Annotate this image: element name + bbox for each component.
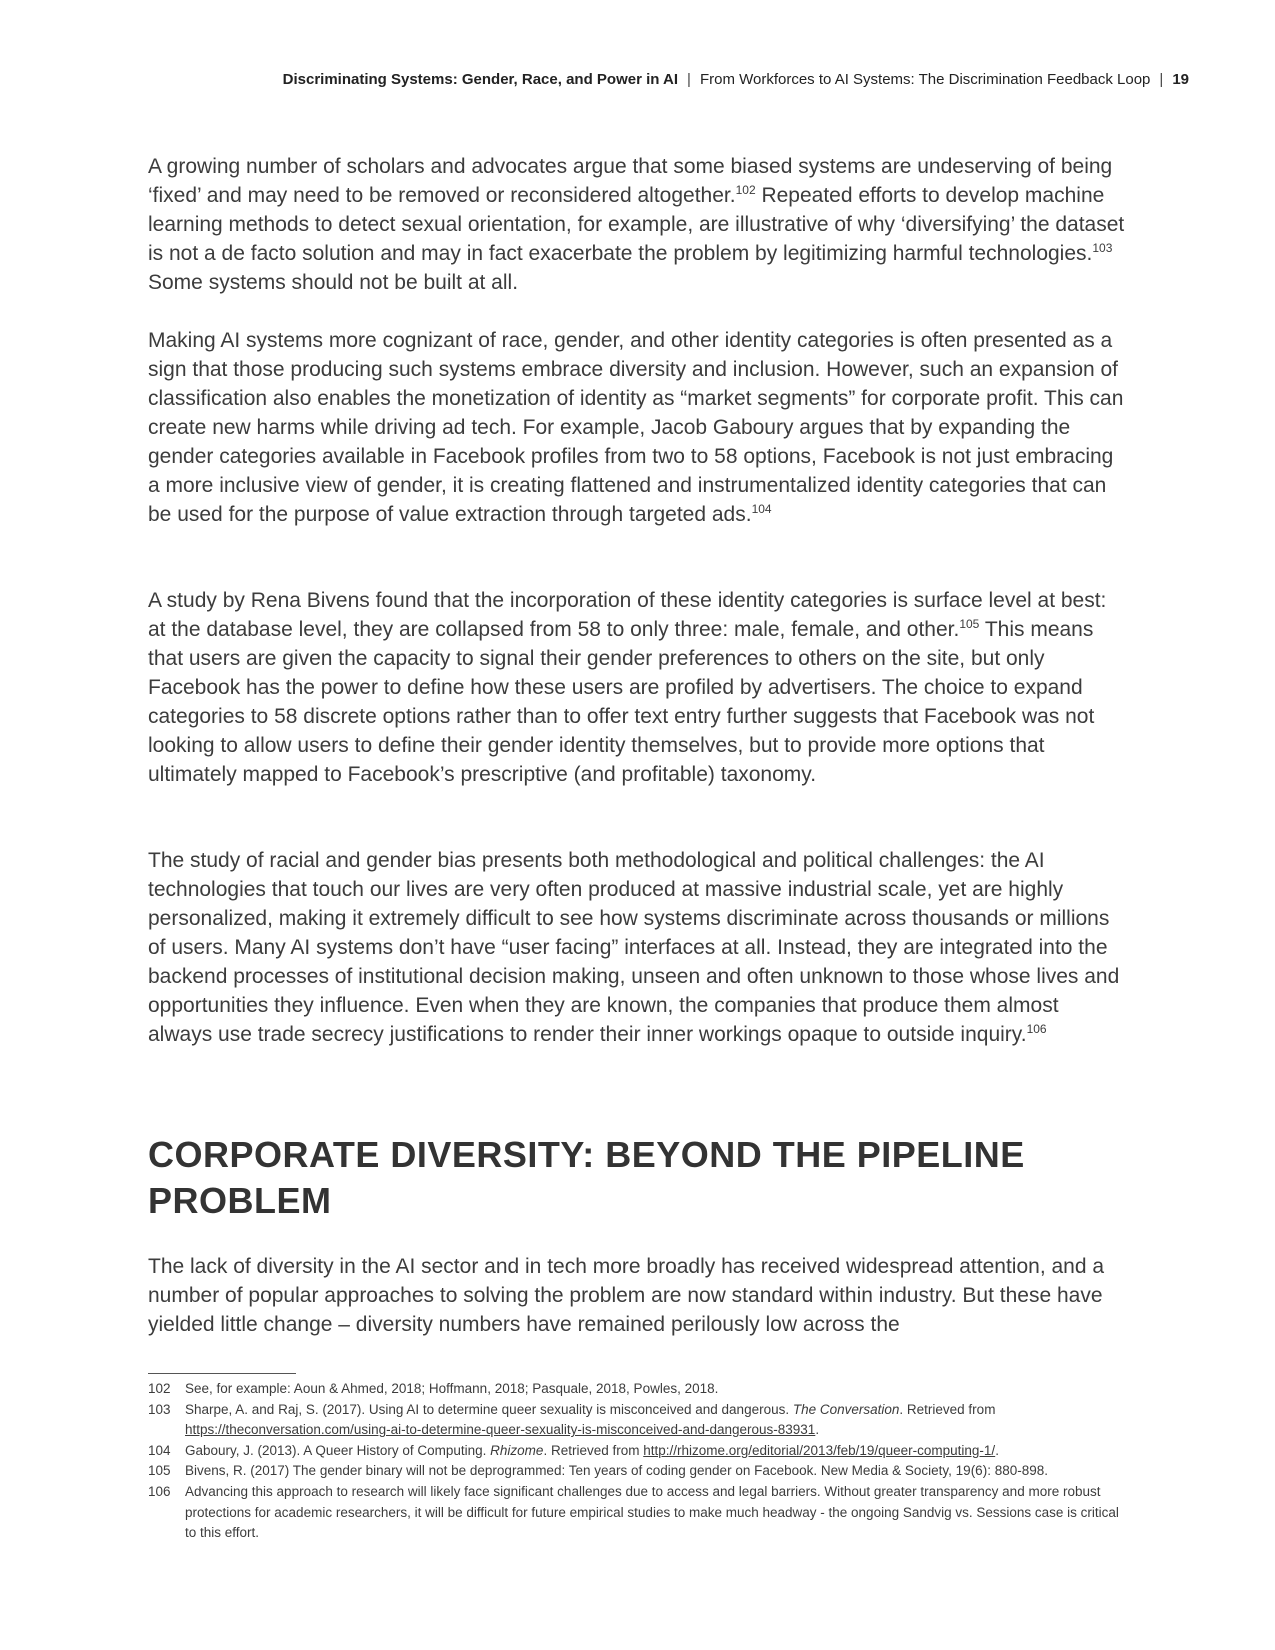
footnote-ref[interactable]: 105: [959, 617, 980, 631]
page-number: 19: [1172, 71, 1189, 88]
footnote-item: [148, 1461, 1128, 1482]
paragraph-text: Making AI systems more cognizant of race, gender, and other identity categories is often presented as a sign that those producing such systems embrace diversity and inclusion. However, such an expansion of classification also enables the monetization of identity as “market segments” for corporate profit. This can create new harms while driving ad tech. For example, Jacob Gaboury argues that by expanding the gender categories available in Facebook profiles from two to 58 options, Facebook is not just embracing a more inclusive view of gender, it is creating flattened and instrumentalized identity categories that can be used for the purpose of value extraction through targeted ads.: [148, 329, 1124, 526]
paragraph-text: The lack of diversity in the AI sector and in tech more broadly has received widespread attention, and a number of popular approaches to solving the problem are now standard within industry. But these have yielded little change – diversity numbers have remained perilously low across the: [148, 1255, 1105, 1336]
citation-source: Rhizome: [490, 1442, 544, 1458]
header-separator: |: [1159, 71, 1164, 88]
footnote-number: 103: [148, 1401, 171, 1417]
footnote-number: 106: [148, 1483, 171, 1499]
citation-text: .: [995, 1442, 999, 1458]
footnote-ref[interactable]: 104: [751, 502, 772, 516]
body-paragraph: [148, 846, 1128, 1049]
report-title: Discriminating Systems: Gender, Race, and Power in AI: [282, 71, 679, 88]
paragraph-text: Repeated efforts to develop machine learning methods to detect sexual orientation, for example, are illustrative of why ‘diversifying’ the dataset is not a de facto solution and may in fact exacerbate the problem by legitimizing harmful technologies.: [148, 184, 1125, 265]
citation-text: . Retrieved from: [899, 1401, 996, 1417]
footnote-item: [148, 1482, 1128, 1544]
footnote-ref[interactable]: 106: [1026, 1022, 1047, 1036]
footnote-number: 102: [148, 1381, 171, 1396]
footnote-number: 105: [148, 1463, 171, 1479]
body-paragraph: [148, 586, 1128, 789]
footnote-text: Advancing this approach to research will likely face significant challenges due to access and legal barriers. Without greater transparency and more robust protections for academic researchers, it will be difficult for future empirical studies to make much headway - the ongoing Sandvig vs. Sessions case is critical to this effort.: [185, 1483, 1119, 1541]
citation-text: .: [815, 1422, 820, 1438]
citation-text: Sharpe, A. and Raj, S. (2017). Using AI to determine queer sexuality is misconceived and dangerous.: [185, 1401, 793, 1417]
footnote-item: [148, 1379, 1128, 1400]
paragraph-text: Some systems should not be built at all.: [148, 271, 519, 294]
footnote-divider: [148, 1373, 296, 1374]
footnote-ref[interactable]: 103: [1092, 241, 1113, 255]
body-paragraph: [148, 152, 1128, 297]
paragraph-text: This means that users are given the capacity to signal their gender preferences to others on the site, but only Facebook has the power to define how these users are profiled by advertisers. The choice to expand categories to 58 discrete options rather than to offer text entry further suggests that Facebook was not looking to allow users to define their gender identity themselves, but to provide more options that ultimately mapped to Facebook’s prescriptive (and profitable) taxonomy.: [148, 618, 1095, 786]
body-paragraph: [148, 326, 1128, 529]
footnote-text: Bivens, R. (2017) The gender binary will not be deprogrammed: Ten years of coding gender on Facebook. New Media & Society, 19(6): 880-898.: [185, 1463, 1048, 1479]
footnotes: [148, 1379, 1128, 1544]
footnote-text: [185, 1441, 1128, 1462]
footnote-ref[interactable]: 102: [735, 183, 756, 197]
footnote-text: [185, 1400, 1128, 1441]
citation-text: . Retrieved from: [543, 1442, 644, 1458]
paragraph-text: A growing number of scholars and advocates argue that some biased systems are undeserving of being ‘fixed’ and may need to be removed or reconsidered altogether.: [148, 155, 1113, 207]
paragraph-text: A study by Rena Bivens found that the incorporation of these identity categories is surface level at best: at the database level, they are collapsed from 58 to only three: male, female, and other.: [148, 589, 1107, 641]
citation-text: Gaboury, J. (2013). A Queer History of Computing.: [185, 1442, 491, 1458]
section-heading: CORPORATE DIVERSITY: BEYOND THE PIPELINE PROBLEM: [148, 1134, 1025, 1221]
footnote-item: [148, 1441, 1128, 1462]
section-title: From Workforces to AI Systems: The Discrimination Feedback Loop: [699, 71, 1151, 88]
citation-link[interactable]: https://theconversation.com/using-ai-to-determine-queer-sexuality-is-misconceived-and-dangerous-83931: [185, 1422, 816, 1438]
header-separator: |: [687, 71, 691, 88]
footnote-text: See, for example: Aoun & Ahmed, 2018; Hoffmann, 2018; Pasquale, 2018, Powles, 2018.: [185, 1381, 719, 1396]
footnote-item: [148, 1400, 1128, 1441]
running-header: [283, 70, 1189, 90]
paragraph-text: The study of racial and gender bias presents both methodological and political challenges: the AI technologies that touch our lives are very often produced at massive industrial scale, yet are highly personalized, making it extremely difficult to see how systems discriminate across thousands or millions of users. Many AI systems don’t have “user facing” interfaces at all. Instead, they are integrated into the backend processes of institutional decision making, unseen and often unknown to those whose lives and opportunities they influence. Even when they are known, the companies that produce them almost always use trade secrecy justifications to render their inner workings opaque to outside inquiry.: [148, 849, 1120, 1046]
footnote-number: 104: [148, 1442, 171, 1458]
citation-link[interactable]: http://rhizome.org/editorial/2013/feb/19/queer-computing-1/: [643, 1442, 996, 1458]
citation-source: The Conversation: [792, 1401, 900, 1417]
body-paragraph: [148, 1252, 1128, 1339]
